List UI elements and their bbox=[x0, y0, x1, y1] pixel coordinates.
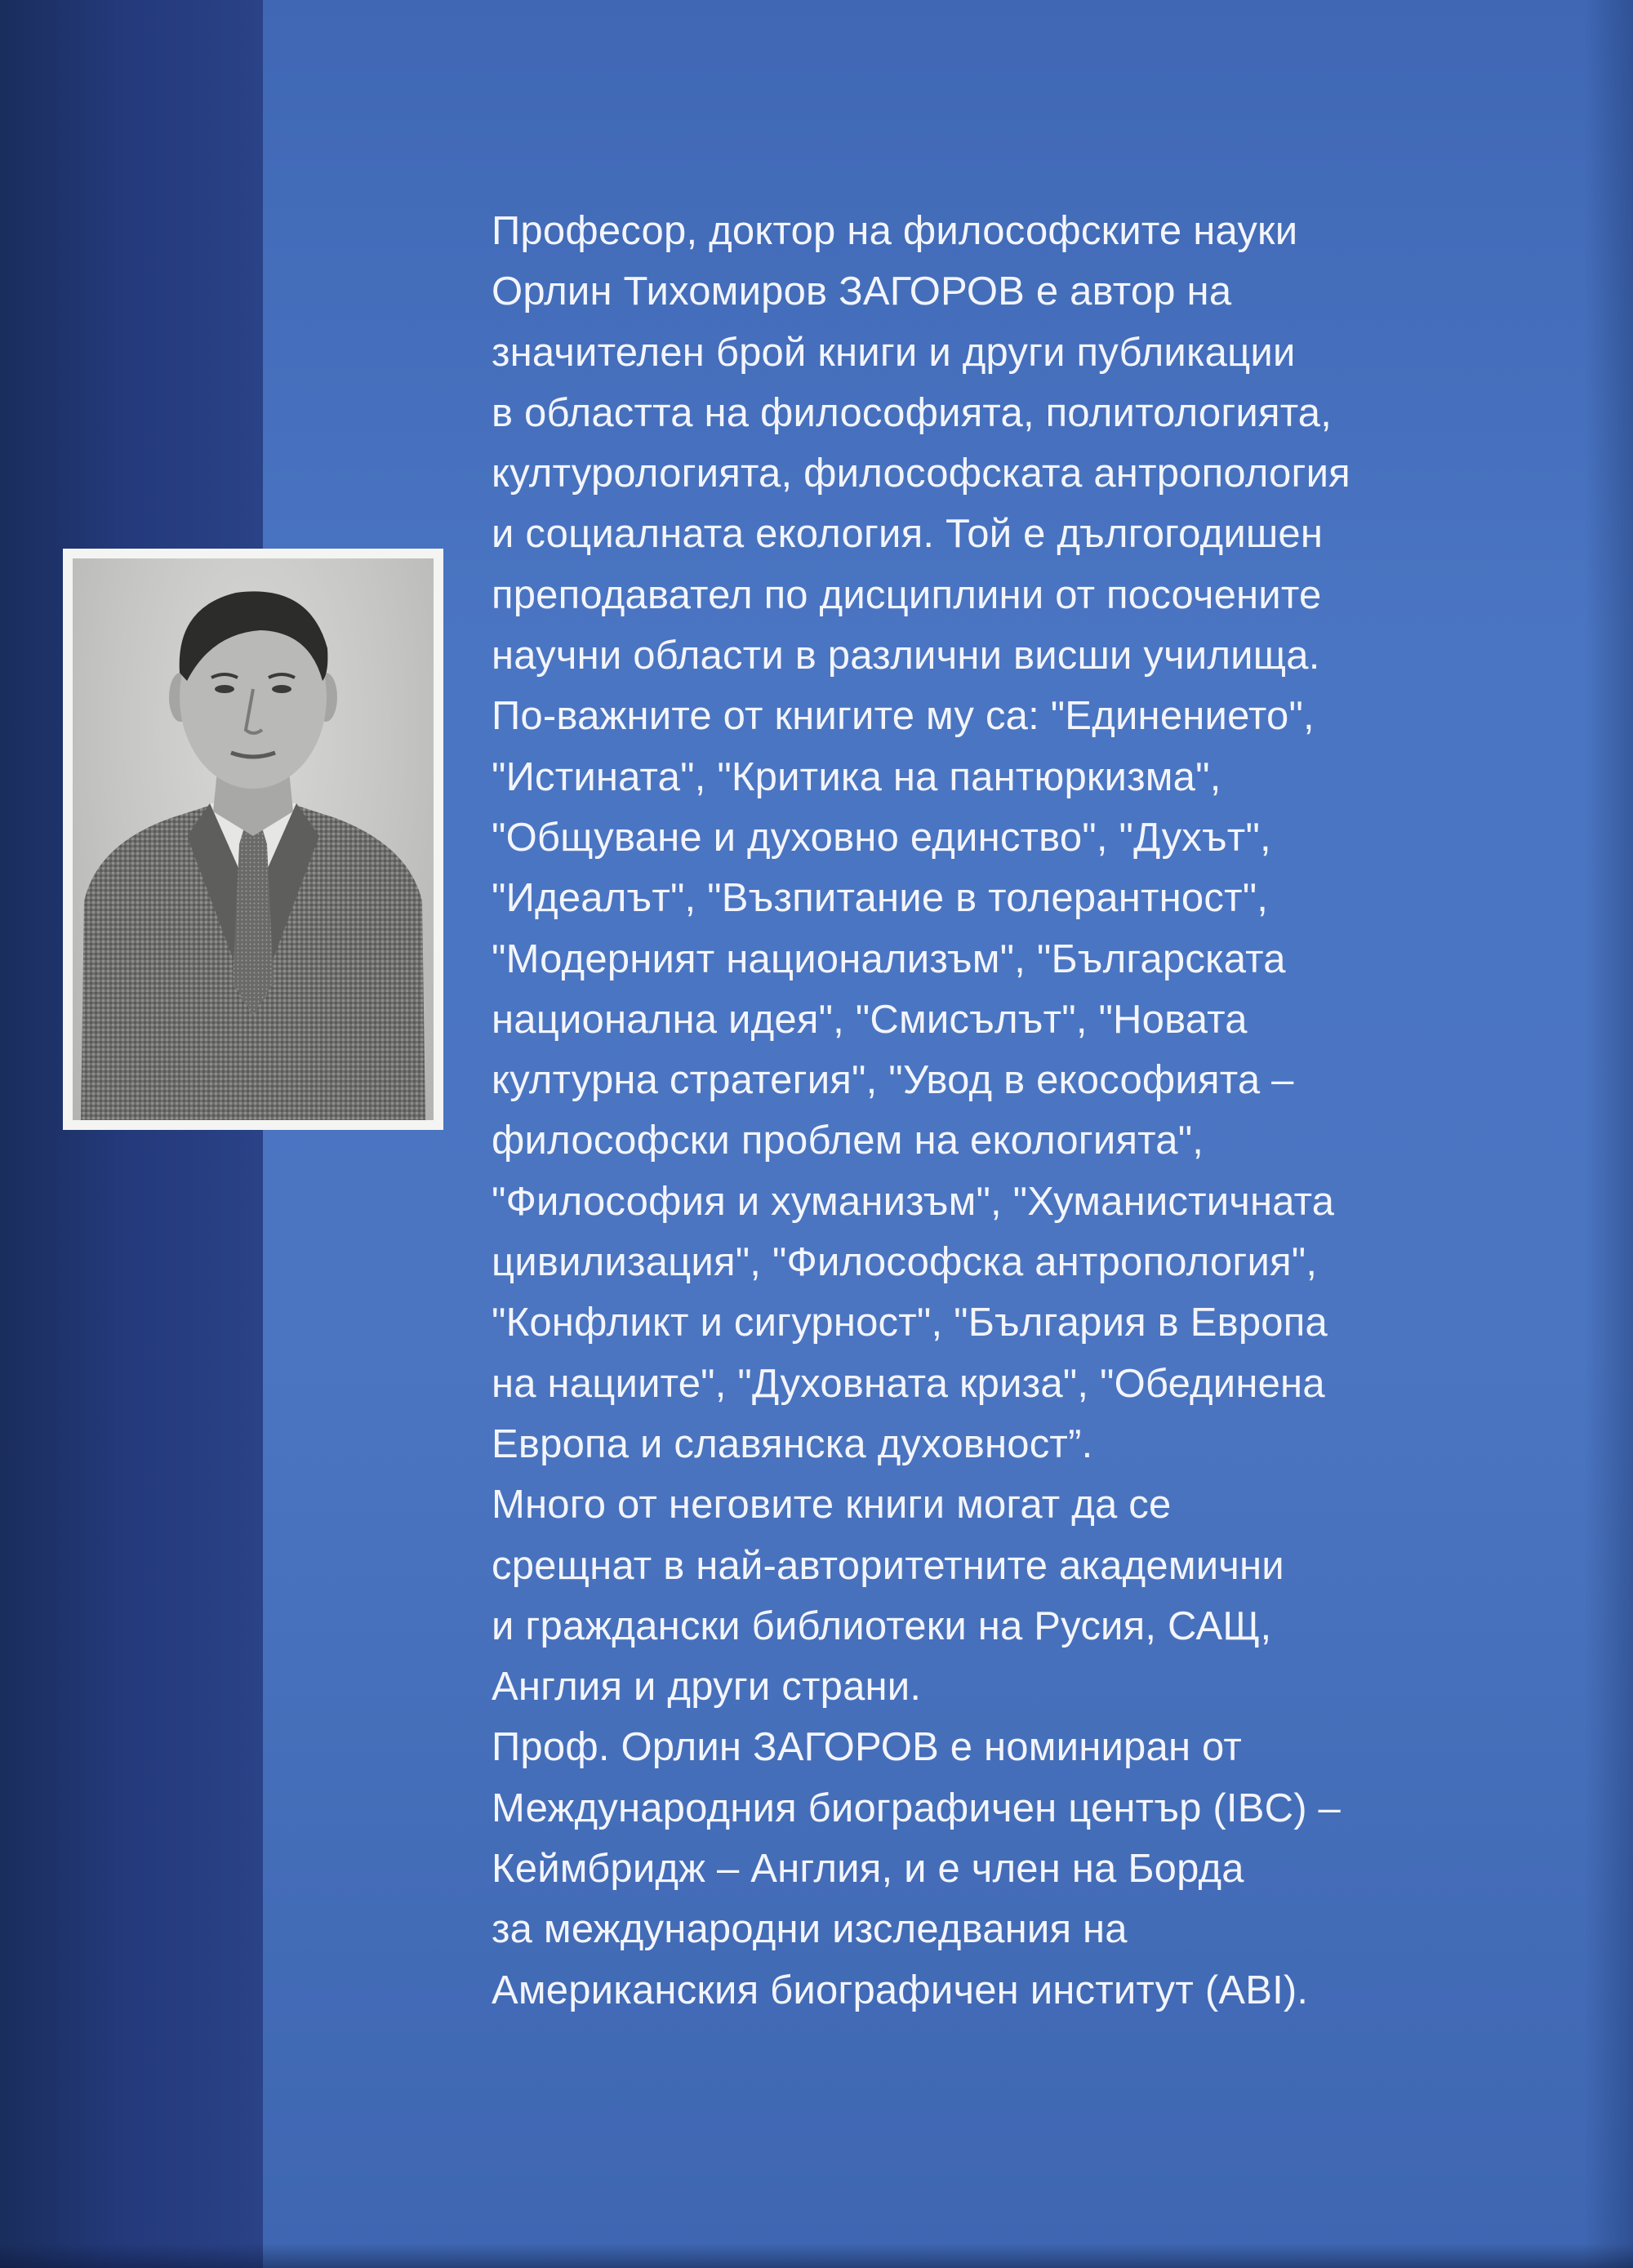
bio-line: културна стратегия", "Увод в екософията – bbox=[492, 1058, 1294, 1103]
bio-line: философски проблем на екологията", bbox=[492, 1118, 1204, 1163]
bio-line: По-важните от книгите му са: "Единението", bbox=[492, 694, 1315, 739]
bio-line: и граждански библиотеки на Русия, САЩ, bbox=[492, 1603, 1272, 1648]
author-photo bbox=[73, 558, 434, 1120]
bio-line: за международни изследвания на bbox=[492, 1907, 1128, 1952]
bio-line: Европа и славянска духовност”. bbox=[492, 1421, 1093, 1466]
bio-line: Англия и други страни. bbox=[492, 1665, 922, 1710]
cover-edge-shade bbox=[1584, 0, 1633, 2268]
bio-line: срещнат в най-авторитетните академични bbox=[492, 1543, 1284, 1588]
bio-line: Кеймбридж – Англия, и е член на Борда bbox=[492, 1847, 1244, 1892]
author-photo-frame bbox=[63, 549, 443, 1130]
bio-line: Професор, доктор на философските науки bbox=[492, 209, 1298, 253]
bio-line: културологията, философската антропология bbox=[492, 451, 1350, 496]
bio-line: Много от неговите книги могат да се bbox=[492, 1483, 1172, 1528]
bio-line: Американския биографичен институт (ABI). bbox=[492, 1968, 1309, 2012]
bio-line: "Истината", "Критика на пантюркизма", bbox=[492, 754, 1221, 799]
bio-line: значителен брой книги и други публикации bbox=[492, 330, 1296, 375]
dark-side-strip bbox=[0, 0, 263, 2268]
bio-line: и социалната екология. Той е дългогодишен bbox=[492, 512, 1324, 557]
bio-line: в областта на философията, политологията, bbox=[492, 390, 1333, 435]
bio-line: преподавател по дисциплини от посочените bbox=[492, 572, 1322, 617]
bio-line: "Идеалът", "Възпитание в толерантност", bbox=[492, 876, 1269, 921]
bio-line: Международния биографичен център (IBC) – bbox=[492, 1785, 1341, 1830]
author-biography bbox=[492, 201, 1553, 2021]
bio-line: "Конфликт и сигурност", "България в Европа bbox=[492, 1301, 1328, 1345]
bio-line: "Философия и хуманизъм", "Хуманистичната bbox=[492, 1179, 1335, 1224]
bio-line: национална идея", "Смисълът", "Новата bbox=[492, 997, 1248, 1042]
bio-line: Орлин Тихомиров ЗАГОРОВ е автор на bbox=[492, 269, 1232, 314]
cover-bottom-edge bbox=[0, 2244, 1633, 2268]
bio-line: научни области в различни висши училища. bbox=[492, 634, 1320, 678]
bio-line: Проф. Орлин ЗАГОРОВ е номиниран от bbox=[492, 1725, 1243, 1770]
bio-line: "Модерният национализъм", "Българската bbox=[492, 936, 1286, 981]
bio-line: на нациите", "Духовната криза", "Обединена bbox=[492, 1361, 1325, 1406]
author-portrait-image bbox=[73, 558, 434, 1120]
bio-line: цивилизация", "Философска антропология", bbox=[492, 1240, 1318, 1285]
bio-line: "Общуване и духовно единство", "Духът", bbox=[492, 815, 1271, 860]
